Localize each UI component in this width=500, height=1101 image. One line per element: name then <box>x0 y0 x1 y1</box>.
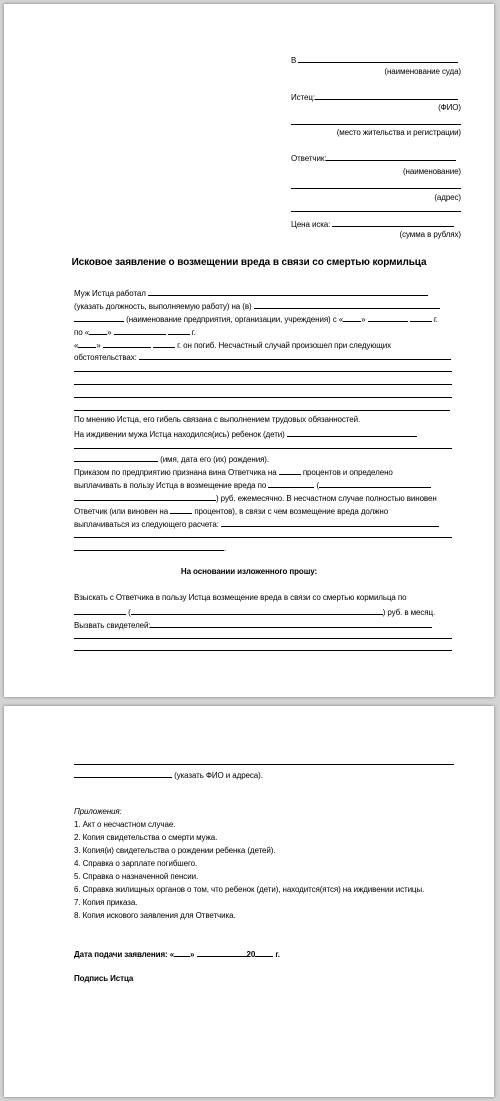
text: Вызвать свидетелей: <box>74 621 151 630</box>
blank <box>103 339 151 348</box>
blank <box>150 619 432 628</box>
text: г. <box>433 315 438 324</box>
signature-label: Подпись Истца <box>74 974 134 983</box>
blank <box>221 518 439 527</box>
rule <box>74 448 452 449</box>
body-line-11 <box>74 479 431 491</box>
blank <box>131 606 383 615</box>
blank <box>74 453 158 462</box>
body-line-9 <box>74 453 269 465</box>
text: по « <box>74 328 90 337</box>
text: Приказом по предприятию признана вина Ответчика на <box>74 468 277 477</box>
blank <box>298 54 458 63</box>
body-line-13 <box>74 505 388 517</box>
text: ( <box>316 481 320 490</box>
rule <box>74 371 452 372</box>
body-line-5 <box>74 339 391 351</box>
blank <box>332 218 454 227</box>
text: выплачиваться из следующего расчета: <box>74 520 219 529</box>
text: ( <box>128 608 131 617</box>
request-line-2 <box>74 606 435 618</box>
body-line-2 <box>74 300 440 312</box>
rule <box>74 410 450 411</box>
blank <box>315 91 458 100</box>
text: г. <box>275 950 280 959</box>
body-line-3 <box>74 313 438 325</box>
witness-line <box>74 769 263 781</box>
price-line <box>291 218 454 230</box>
text: (указать должность, выполняемую работу) на (в) <box>74 302 252 311</box>
rule <box>74 638 452 639</box>
blank <box>368 313 408 322</box>
blank <box>89 326 107 335</box>
blank <box>287 428 417 437</box>
text: Дата подачи заявления: « <box>74 950 175 959</box>
document-page-1 <box>4 4 494 697</box>
blank <box>74 769 172 778</box>
text: (наименование предприятия, организации, учреждения) с « <box>126 315 344 324</box>
blank <box>78 339 96 348</box>
name-caption: (наименование) <box>402 167 461 176</box>
text: 20 <box>246 950 256 959</box>
blank <box>114 326 166 335</box>
body-line-1 <box>74 287 428 299</box>
attachment-item: 1. Акт о несчастном случае. <box>74 820 176 829</box>
blank <box>153 339 175 348</box>
text: г. он погиб. Несчастный случай произошел при следующих <box>177 341 391 350</box>
price-label: Цена иска: <box>291 220 331 229</box>
text: г. <box>191 328 196 337</box>
price-caption: (сумма в рублях) <box>399 230 461 239</box>
text: » <box>107 328 112 337</box>
text: « <box>74 341 79 350</box>
blank <box>255 948 273 957</box>
court-line <box>291 54 458 66</box>
text: ) руб. ежемесячно. В несчастном случае полностью виновен <box>216 494 437 503</box>
text: ) руб. в месяц. <box>382 608 436 617</box>
rule <box>74 650 452 651</box>
fio-caption: (ФИО) <box>438 103 461 112</box>
blank <box>148 287 428 296</box>
attachment-item: 3. Копия(и) свидетельства о рождении ребенка (детей). <box>74 846 276 855</box>
text: (указать ФИО и адреса). <box>174 771 263 780</box>
text: Муж Истца работал <box>74 289 146 298</box>
blank <box>319 479 431 488</box>
blank <box>343 313 361 322</box>
attachment-item: 7. Копия приказа. <box>74 898 138 907</box>
request-line-3 <box>74 619 432 631</box>
court-caption: (наименование суда) <box>384 67 461 76</box>
court-prefix: В <box>291 56 297 65</box>
plaintiff-label: Истец: <box>291 93 315 102</box>
body-line-10 <box>74 466 393 478</box>
rule <box>291 211 461 212</box>
blank <box>139 351 451 360</box>
filing-date-line <box>74 948 280 960</box>
attachment-item: 5. Справка о назначенной пенсии. <box>74 872 199 881</box>
attachments-heading: Приложения: <box>74 807 122 816</box>
blank <box>168 326 190 335</box>
rule <box>291 188 461 189</box>
document-page-2 <box>4 706 494 1097</box>
text: процентов и определено <box>302 468 393 477</box>
plaintiff-line <box>291 91 458 103</box>
blank <box>74 313 124 322</box>
blank <box>410 313 432 322</box>
text: обстоятельствах: <box>74 353 137 362</box>
rule <box>74 764 454 765</box>
text: процентов), в связи с чем возмещение вреда должно <box>194 507 389 516</box>
text: » <box>190 950 195 959</box>
address-caption: (адрес) <box>434 193 461 202</box>
blank <box>268 479 314 488</box>
blank <box>174 948 190 957</box>
rule <box>74 384 452 385</box>
body-line-12 <box>74 492 437 504</box>
attachment-item: 8. Копия искового заявления для Ответчика. <box>74 911 236 920</box>
residence-caption: (место жительства и регистрации) <box>336 128 461 137</box>
body-line-8 <box>74 428 417 440</box>
request-line-1: Взыскать с Ответчика в пользу Истца возмещение вреда в связи со смертью кормильца по <box>74 593 407 602</box>
text: » <box>361 315 366 324</box>
blank <box>254 300 440 309</box>
rule <box>74 537 452 538</box>
rule <box>291 124 461 125</box>
body-line-6 <box>74 351 451 363</box>
text: (имя, дата его (их) рождения). <box>160 455 269 464</box>
attachment-item: 6. Справка жилищных органов о том, что ребенок (дети), находится(ятся) на иждивении истицы. <box>74 885 425 894</box>
text: выплачивать в пользу Истца в возмещение вреда по <box>74 481 267 490</box>
rule <box>74 397 452 398</box>
defendant-label: Ответчик: <box>291 154 327 163</box>
blank <box>170 505 192 514</box>
body-line-4 <box>74 326 196 338</box>
blank <box>74 492 216 501</box>
attachment-item: 2. Копия свидетельства о смерти мужа. <box>74 833 218 842</box>
blank <box>326 152 456 161</box>
text: » <box>96 341 101 350</box>
attachment-item: 4. Справка о зарплате погибшего. <box>74 859 198 868</box>
body-line-7: По мнению Истца, его гибель связана с выполнением трудовых обязанностей. <box>74 415 361 424</box>
document-title: Исковое заявление о возмещении вреда в связи со смертью кормильца <box>71 257 427 268</box>
blank <box>197 948 247 957</box>
blank <box>74 542 224 551</box>
text: На иждивении мужа Истца находился(ись) ребенок (дети) <box>74 430 285 439</box>
blank <box>279 466 301 475</box>
body-line-14 <box>74 518 439 530</box>
blank <box>74 606 126 615</box>
request-heading: На основании изложенного прошу: <box>180 567 318 576</box>
defendant-line <box>291 152 456 164</box>
text: Ответчик (или виновен на <box>74 507 169 516</box>
body-line-15: . <box>74 542 226 554</box>
